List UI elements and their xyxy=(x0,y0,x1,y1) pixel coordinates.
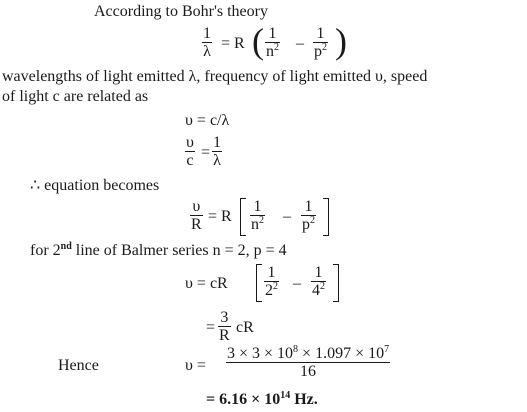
fraction-one-over-four-squared: $\frac{1}{4^2}$ xyxy=(312,264,325,299)
result-value: = $6.16 \times 10^{14}$ Hz. xyxy=(206,390,318,408)
left-bracket xyxy=(240,198,246,236)
equals-sign: = xyxy=(201,144,211,161)
right-bracket-2 xyxy=(333,264,339,302)
left-bracket-2 xyxy=(256,264,262,302)
fraction-one-over-p-squared: $\frac{1}{p^2}$ xyxy=(314,25,327,60)
open-paren: ( xyxy=(252,21,264,61)
fraction-one-over-n2: $\frac{1}{n^2}$ xyxy=(251,198,264,233)
right-bracket xyxy=(323,198,329,236)
nu-equals-cr: υ = cR xyxy=(185,275,228,292)
fraction-one-over-lambda: $\frac{1}{\lambda}$ xyxy=(203,25,211,60)
equals-r: = R xyxy=(221,35,245,52)
fraction-one-over-n-squared: $\frac{1}{n^2}$ xyxy=(266,25,279,60)
equals-r-2: = R xyxy=(208,208,232,225)
minus-sign: – xyxy=(296,35,304,52)
nu-equals: υ = xyxy=(185,357,206,374)
fraction-one-over-two-squared: $\frac{1}{2^2}$ xyxy=(265,264,278,299)
fraction-one-over-p2: $\frac{1}{p^2}$ xyxy=(302,198,315,233)
fraction-one-over-lambda-2: $\frac{1}{\lambda}$ xyxy=(213,134,221,169)
fraction-nu-over-c: $\frac{\upsilon}{c}$ xyxy=(186,134,194,169)
minus-sign-3: – xyxy=(293,275,301,292)
intro-text: According to Bohr's theory xyxy=(94,3,268,20)
therefore-text: ∴ equation becomes xyxy=(30,177,160,194)
paragraph-line-2: of light c are related as xyxy=(2,88,149,105)
fraction-three-over-r: $\frac{3}{R}$ xyxy=(219,309,230,344)
frequency-relation: υ = c/λ xyxy=(185,112,230,129)
paragraph-line-1: wavelengths of light emitted λ, frequency of light emitted υ, speed xyxy=(2,68,428,85)
balmer-line: for 2nd line of Balmer series n = 2, p = 4 xyxy=(30,241,287,259)
hence-label: Hence xyxy=(58,357,99,374)
cr-term: cR xyxy=(236,319,254,336)
minus-sign-2: – xyxy=(283,208,291,225)
close-paren: ) xyxy=(335,21,347,61)
equals-sign-2: = xyxy=(206,319,216,336)
fraction-numeric: $\frac{3 \times 3 \times 10^8 \times 1.097 \times 10^7}{16}$ xyxy=(227,344,390,380)
fraction-nu-over-r: $\frac{\upsilon}{R}$ xyxy=(191,198,202,233)
